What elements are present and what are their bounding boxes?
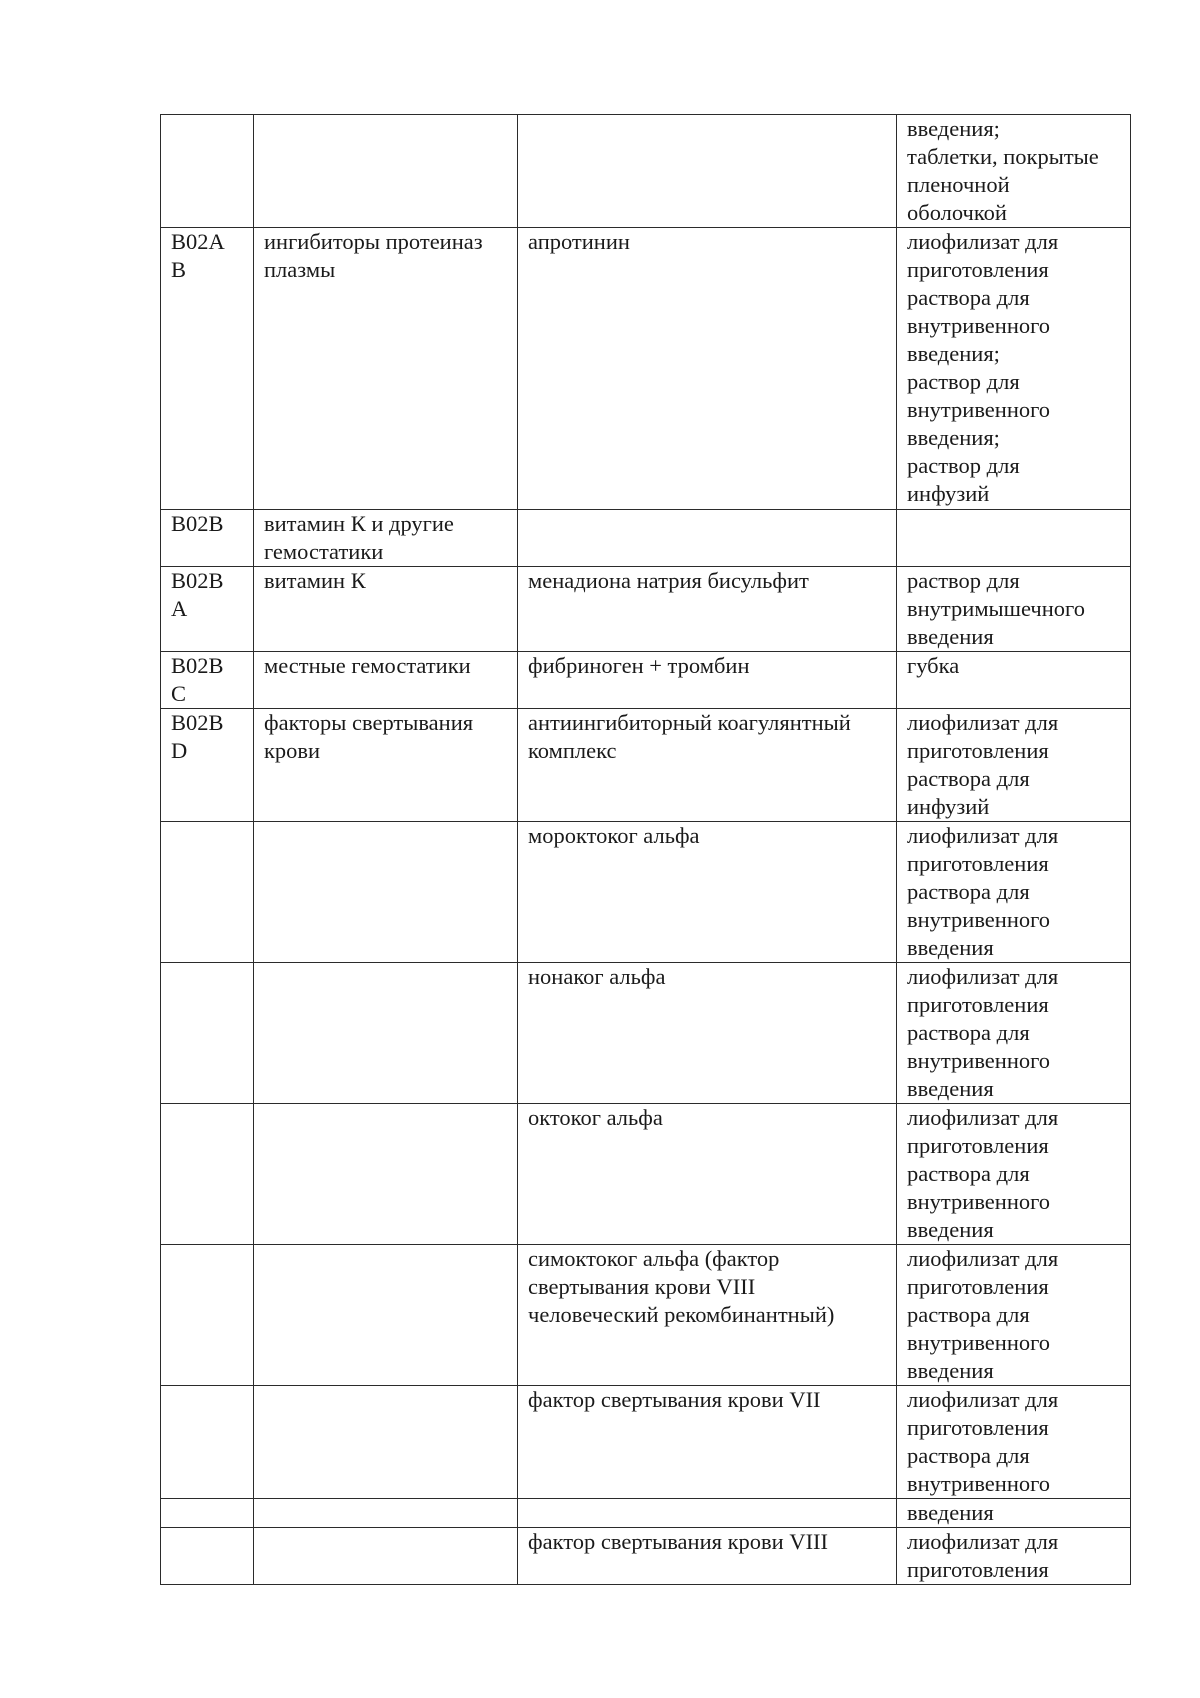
dosage-form-cell: лиофилизат для приготовления раствора для внутривенного введения; раствор для внутривенного введения; раствор для инфузий [897,228,1131,510]
atc-code-cell [161,1245,254,1386]
group-cell: факторы свертывания крови [254,709,518,822]
dosage-form-cell: введения; таблетки, покрытые пленочной оболочкой [897,115,1131,228]
table-row [161,1499,1131,1528]
atc-code-cell [161,115,254,228]
group-cell [254,822,518,963]
table-row [161,963,1131,1104]
drug-cell [518,1499,897,1528]
group-cell [254,963,518,1104]
dosage-form-cell: лиофилизат для приготовления [897,1528,1131,1585]
atc-code-cell: B02A B [161,228,254,510]
drug-cell: апротинин [518,228,897,510]
group-cell [254,1528,518,1585]
drug-cell: менадиона натрия бисульфит [518,567,897,652]
table-row [161,228,1131,510]
drug-cell: симоктоког альфа (фактор свертывания крови VIII человеческий рекомбинантный) [518,1245,897,1386]
atc-code-cell [161,963,254,1104]
atc-code-cell [161,1104,254,1245]
table-row [161,1245,1131,1386]
drug-cell: октоког альфа [518,1104,897,1245]
group-cell: ингибиторы протеиназ плазмы [254,228,518,510]
group-cell [254,1499,518,1528]
group-cell [254,1386,518,1499]
group-cell [254,1104,518,1245]
table-row [161,822,1131,963]
atc-code-cell [161,1499,254,1528]
dosage-form-cell: раствор для внутримышечного введения [897,567,1131,652]
drug-cell: мороктоког альфа [518,822,897,963]
drug-cell: фибриноген + тромбин [518,652,897,709]
drug-cell [518,115,897,228]
table-row [161,510,1131,567]
atc-code-cell: B02B [161,510,254,567]
dosage-form-cell [897,510,1131,567]
table-row [161,1386,1131,1499]
atc-code-cell: B02B C [161,652,254,709]
table-row [161,567,1131,652]
drug-table [160,114,1131,1585]
dosage-form-cell: введения [897,1499,1131,1528]
dosage-form-cell: лиофилизат для приготовления раствора для внутривенного введения [897,1104,1131,1245]
atc-code-cell [161,822,254,963]
group-cell: местные гемостатики [254,652,518,709]
table-row [161,1528,1131,1585]
atc-code-cell: B02B A [161,567,254,652]
drug-cell: фактор свертывания крови VII [518,1386,897,1499]
drug-cell: антиингибиторный коагулянтный комплекс [518,709,897,822]
dosage-form-cell: лиофилизат для приготовления раствора для внутривенного введения [897,1245,1131,1386]
atc-code-cell [161,1528,254,1585]
group-cell: витамин К и другие гемостатики [254,510,518,567]
group-cell: витамин К [254,567,518,652]
drug-cell: нонаког альфа [518,963,897,1104]
atc-code-cell [161,1386,254,1499]
table-row [161,709,1131,822]
table-row [161,1104,1131,1245]
table-row [161,652,1131,709]
dosage-form-cell: лиофилизат для приготовления раствора для инфузий [897,709,1131,822]
dosage-form-cell: лиофилизат для приготовления раствора для внутривенного [897,1386,1131,1499]
dosage-form-cell: губка [897,652,1131,709]
drug-cell [518,510,897,567]
group-cell [254,1245,518,1386]
dosage-form-cell: лиофилизат для приготовления раствора для внутривенного введения [897,963,1131,1104]
table-row [161,115,1131,228]
atc-code-cell: B02B D [161,709,254,822]
dosage-form-cell: лиофилизат для приготовления раствора для внутривенного введения [897,822,1131,963]
drug-cell: фактор свертывания крови VIII [518,1528,897,1585]
group-cell [254,115,518,228]
